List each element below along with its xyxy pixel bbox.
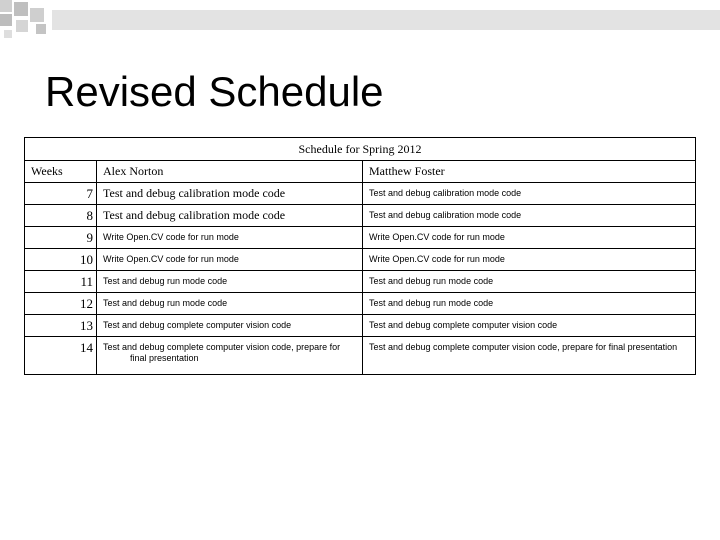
task-matthew: Write Open.CV code for run mode bbox=[363, 249, 696, 271]
caption-row bbox=[25, 138, 696, 161]
decorative-squares-banner bbox=[0, 0, 720, 40]
header-row bbox=[25, 161, 696, 183]
table-row bbox=[25, 337, 696, 375]
task-matthew: Test and debug complete computer vision code bbox=[363, 315, 696, 337]
week-number: 8 bbox=[25, 205, 97, 227]
task-matthew: Test and debug calibration mode code bbox=[363, 205, 696, 227]
week-number: 11 bbox=[25, 271, 97, 293]
week-number: 14 bbox=[25, 337, 97, 375]
week-number: 13 bbox=[25, 315, 97, 337]
decor-square bbox=[36, 24, 46, 34]
header-matthew-foster: Matthew Foster bbox=[363, 161, 696, 183]
decor-square bbox=[0, 14, 12, 26]
week-number: 9 bbox=[25, 227, 97, 249]
header-weeks: Weeks bbox=[25, 161, 97, 183]
decor-square bbox=[14, 2, 28, 16]
week-number: 7 bbox=[25, 183, 97, 205]
task-matthew: Test and debug run mode code bbox=[363, 293, 696, 315]
decor-square bbox=[4, 30, 12, 38]
task-alex: Test and debug run mode code bbox=[97, 293, 363, 315]
header-alex-norton: Alex Norton bbox=[97, 161, 363, 183]
task-alex: Test and debug calibration mode code bbox=[97, 183, 363, 205]
task-alex: Test and debug calibration mode code bbox=[97, 205, 363, 227]
table-row bbox=[25, 293, 696, 315]
decor-square bbox=[16, 20, 28, 32]
task-matthew: Test and debug complete computer vision code, prepare for final presentation bbox=[363, 337, 696, 375]
decor-square bbox=[30, 8, 44, 22]
table-row bbox=[25, 315, 696, 337]
decor-bar bbox=[52, 10, 720, 30]
schedule-table bbox=[24, 137, 696, 375]
table-row bbox=[25, 271, 696, 293]
slide-title: Revised Schedule bbox=[45, 68, 384, 115]
task-alex: Test and debug complete computer vision code, prepare for final presentation bbox=[97, 337, 363, 375]
task-alex: Write Open.CV code for run mode bbox=[97, 227, 363, 249]
table-row bbox=[25, 183, 696, 205]
week-number: 10 bbox=[25, 249, 97, 271]
task-matthew: Test and debug run mode code bbox=[363, 271, 696, 293]
task-matthew: Test and debug calibration mode code bbox=[363, 183, 696, 205]
week-number: 12 bbox=[25, 293, 97, 315]
task-matthew: Write Open.CV code for run mode bbox=[363, 227, 696, 249]
decor-square bbox=[0, 0, 12, 12]
task-alex: Test and debug run mode code bbox=[97, 271, 363, 293]
table-row bbox=[25, 227, 696, 249]
task-alex: Test and debug complete computer vision code bbox=[97, 315, 363, 337]
task-alex: Write Open.CV code for run mode bbox=[97, 249, 363, 271]
table-row bbox=[25, 205, 696, 227]
table-caption: Schedule for Spring 2012 bbox=[25, 138, 696, 161]
table-row bbox=[25, 249, 696, 271]
